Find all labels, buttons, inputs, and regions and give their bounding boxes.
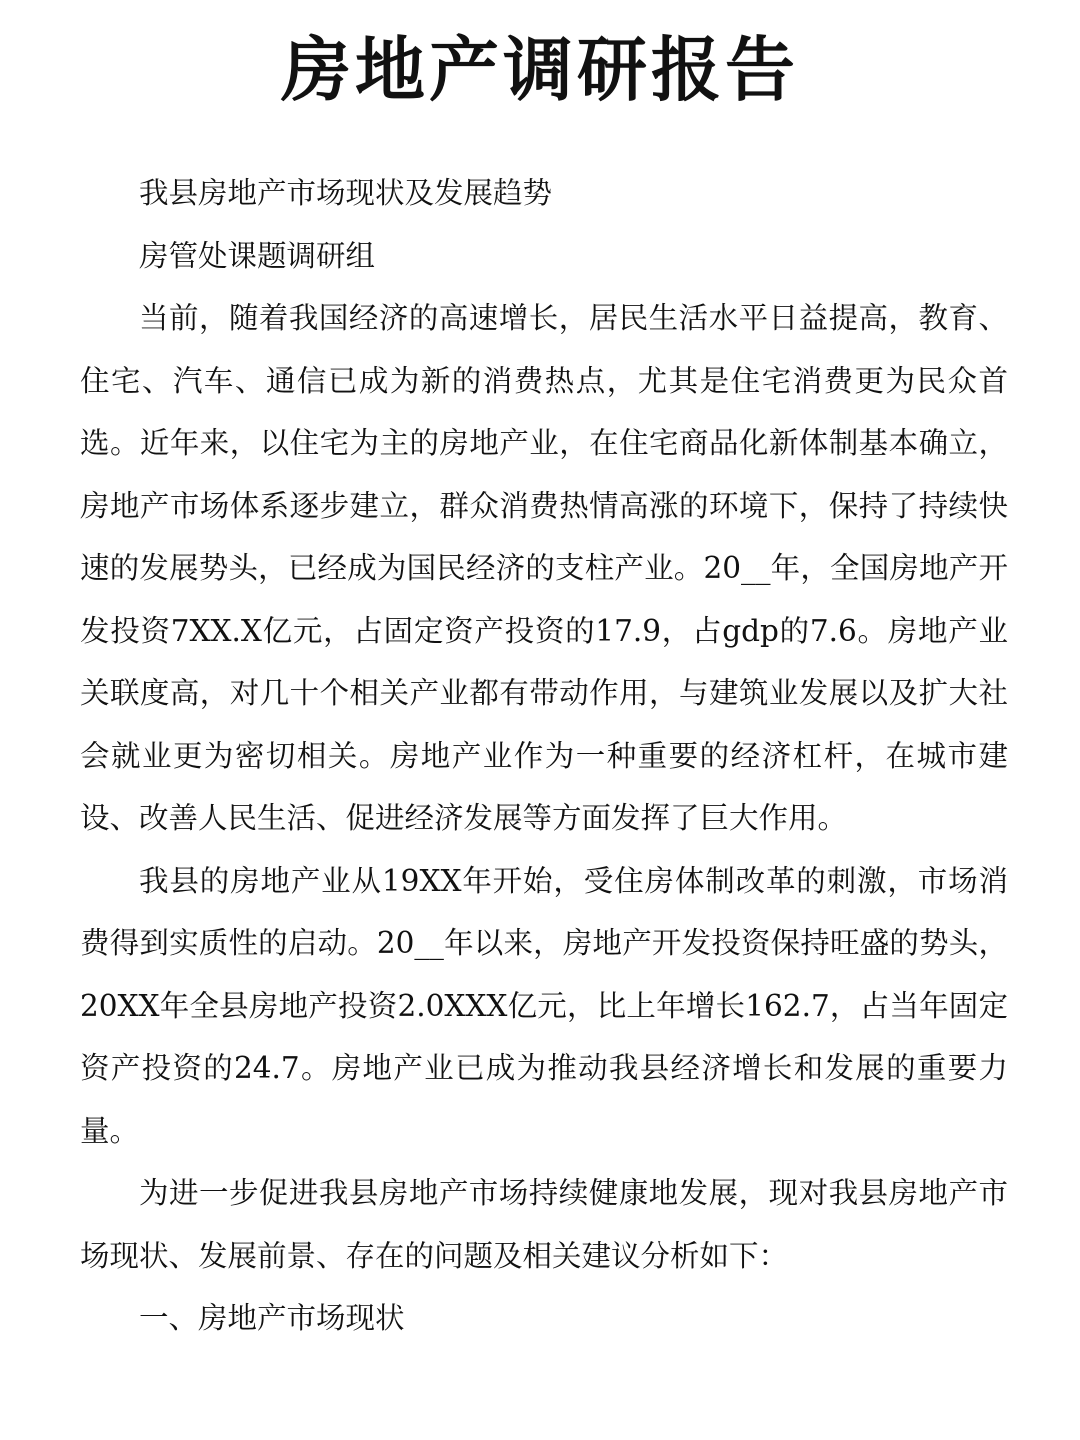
report-subtitle: 我县房地产市场现状及发展趋势 <box>139 176 553 210</box>
document-title: 房地产调研报告 <box>281 29 799 111</box>
document-body <box>80 162 1008 1350</box>
section-heading: 一、房地产市场现状 <box>139 1301 405 1335</box>
paragraph-county: 我县的房地产业从19XX年开始，受住房体制改革的刺激，市场消费得到实质性的启动。20__年以来，房地产开发投资保持旺盛的势头，20XX年全县房地产投资2.0XXX亿元，比上年增长162.7，占当年固定资产投资的24.7。房地产业已成为推动我县经济增长和发展的重要力量。 <box>80 863 1008 1148</box>
paragraph-purpose: 为进一步促进我县房地产市场持续健康地发展，现对我县房地产市场现状、发展前景、存在的问题及相关建议分析如下： <box>80 1176 1008 1273</box>
paragraph-intro: 当前，随着我国经济的高速增长，居民生活水平日益提高，教育、住宅、汽车、通信已成为新的消费热点，尤其是住宅消费更为民众首选。近年来，以住宅为主的房地产业，在住宅商品化新体制基本确立，房地产市场体系逐步建立，群众消费热情高涨的环境下，保持了持续快速的发展势头，已经成为国民经济的支柱产业。20__年，全国房地产开发投资7XX.X亿元，占固定资产投资的17.9，占gdp的7.6。房地产业关联度高，对几十个相关产业都有带动作用，与建筑业发展以及扩大社会就业更为密切相关。房地产业作为一种重要的经济杠杆，在城市建设、改善人民生活、促进经济发展等方面发挥了巨大作用。 <box>80 301 1008 835</box>
report-author: 房管处课题调研组 <box>139 238 376 273</box>
